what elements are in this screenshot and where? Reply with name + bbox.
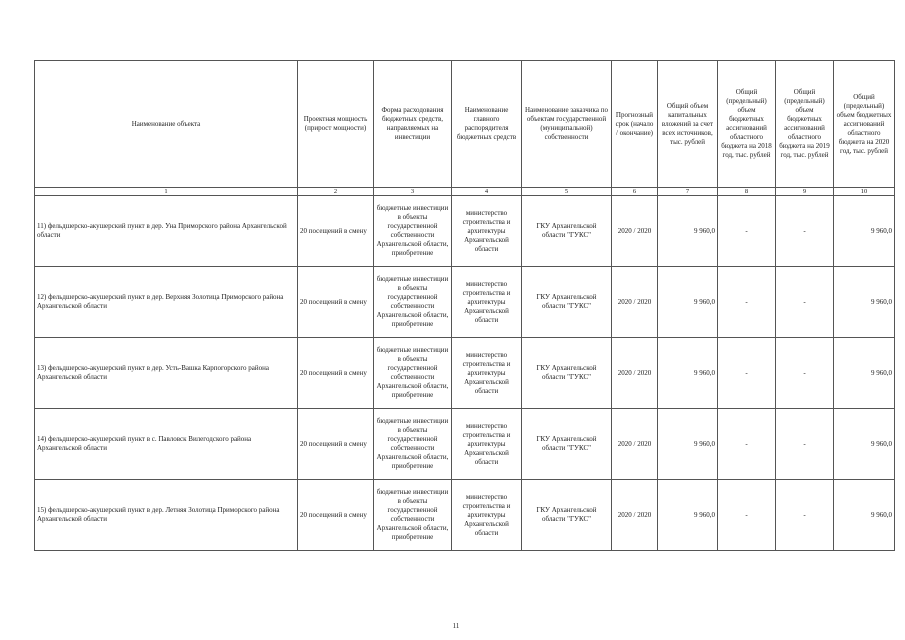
budget-2020: 9 960,0	[834, 409, 895, 480]
total-investment: 9 960,0	[658, 480, 718, 551]
object-name: 14) фельдшерско-акушерский пункт в с. Павловск Вилегодского района Архангельской области	[35, 409, 298, 480]
total-investment: 9 960,0	[658, 196, 718, 267]
budget-manager: министерство строительства и архитектуры Архангельской области	[452, 196, 522, 267]
header-budget-2019: Общий (предельный) объем бюджетных ассигнований областного бюджета на 2019 год, тыс. рублей	[776, 61, 834, 188]
term: 2020 / 2020	[612, 196, 658, 267]
object-name: 13) фельдшерско-акушерский пункт в дер. Усть-Вашка Карпогорского района Архангельской области	[35, 338, 298, 409]
budget-2019: -	[776, 338, 834, 409]
spending-form: бюджетные инвестиции в объекты государственной собственности Архангельской области, приобретение	[374, 267, 452, 338]
column-number: 9	[776, 188, 834, 196]
object-name: 15) фельдшерско-акушерский пункт в дер. Летняя Золотица Приморского района Архангельской области	[35, 480, 298, 551]
capacity: 20 посещений в смену	[298, 267, 374, 338]
column-number: 3	[374, 188, 452, 196]
customer: ГКУ Архангельской области "ГУКС"	[522, 409, 612, 480]
budget-2018: -	[718, 480, 776, 551]
table-row	[35, 267, 895, 338]
total-investment: 9 960,0	[658, 267, 718, 338]
header-budget-2020: Общий (предельный) объем бюджетных ассигнований областного бюджета на 2020 год, тыс. рублей	[834, 61, 895, 188]
header-capacity: Проектная мощность (прирост мощности)	[298, 61, 374, 188]
header-budget-manager: Наименование главного распорядителя бюджетных средств	[452, 61, 522, 188]
column-number: 1	[35, 188, 298, 196]
spending-form: бюджетные инвестиции в объекты государственной собственности Архангельской области, приобретение	[374, 480, 452, 551]
header-spending-form: Форма расходования бюджетных средств, направляемых на инвестиции	[374, 61, 452, 188]
column-number-row	[35, 188, 895, 196]
customer: ГКУ Архангельской области "ГУКС"	[522, 338, 612, 409]
object-name: 11) фельдшерско-акушерский пункт в дер. Уна Приморского района Архангельской области	[35, 196, 298, 267]
column-number: 8	[718, 188, 776, 196]
budget-2020: 9 960,0	[834, 480, 895, 551]
customer: ГКУ Архангельской области "ГУКС"	[522, 267, 612, 338]
column-number: 7	[658, 188, 718, 196]
budget-2020: 9 960,0	[834, 196, 895, 267]
column-number: 5	[522, 188, 612, 196]
budget-manager: министерство строительства и архитектуры Архангельской области	[452, 480, 522, 551]
budget-2018: -	[718, 338, 776, 409]
budget-2018: -	[718, 409, 776, 480]
term: 2020 / 2020	[612, 409, 658, 480]
term: 2020 / 2020	[612, 480, 658, 551]
investment-table	[34, 60, 895, 551]
header-budget-2018: Общий (предельный) объем бюджетных ассигнований областного бюджета на 2018 год, тыс. рублей	[718, 61, 776, 188]
capacity: 20 посещений в смену	[298, 196, 374, 267]
table-row	[35, 480, 895, 551]
column-number: 4	[452, 188, 522, 196]
budget-2019: -	[776, 480, 834, 551]
header-object-name: Наименование объекта	[35, 61, 298, 188]
column-number: 10	[834, 188, 895, 196]
budget-manager: министерство строительства и архитектуры Архангельской области	[452, 409, 522, 480]
customer: ГКУ Архангельской области "ГУКС"	[522, 480, 612, 551]
header-total-investment: Общий объем капитальных вложений за счет всех источников, тыс. рублей	[658, 61, 718, 188]
term: 2020 / 2020	[612, 267, 658, 338]
column-number: 6	[612, 188, 658, 196]
spending-form: бюджетные инвестиции в объекты государственной собственности Архангельской области, приобретение	[374, 409, 452, 480]
table-row	[35, 196, 895, 267]
page-number: 11	[452, 622, 460, 630]
budget-manager: министерство строительства и архитектуры Архангельской области	[452, 338, 522, 409]
budget-2019: -	[776, 409, 834, 480]
total-investment: 9 960,0	[658, 409, 718, 480]
budget-2020: 9 960,0	[834, 338, 895, 409]
table-header-row	[35, 61, 895, 188]
total-investment: 9 960,0	[658, 338, 718, 409]
header-customer: Наименование заказчика по объектам государственной (муниципальной) собственности	[522, 61, 612, 188]
spending-form: бюджетные инвестиции в объекты государственной собственности Архангельской области, приобретение	[374, 338, 452, 409]
capacity: 20 посещений в смену	[298, 338, 374, 409]
header-term: Прогнозный срок (начало / окончание)	[612, 61, 658, 188]
budget-2019: -	[776, 196, 834, 267]
capacity: 20 посещений в смену	[298, 480, 374, 551]
table-row	[35, 338, 895, 409]
budget-2020: 9 960,0	[834, 267, 895, 338]
table-row	[35, 409, 895, 480]
budget-2018: -	[718, 267, 776, 338]
budget-2018: -	[718, 196, 776, 267]
capacity: 20 посещений в смену	[298, 409, 374, 480]
budget-manager: министерство строительства и архитектуры Архангельской области	[452, 267, 522, 338]
term: 2020 / 2020	[612, 338, 658, 409]
budget-2019: -	[776, 267, 834, 338]
customer: ГКУ Архангельской области "ГУКС"	[522, 196, 612, 267]
column-number: 2	[298, 188, 374, 196]
spending-form: бюджетные инвестиции в объекты государственной собственности Архангельской области, приобретение	[374, 196, 452, 267]
object-name: 12) фельдшерско-акушерский пункт в дер. Верхняя Золотица Приморского района Архангельской области	[35, 267, 298, 338]
